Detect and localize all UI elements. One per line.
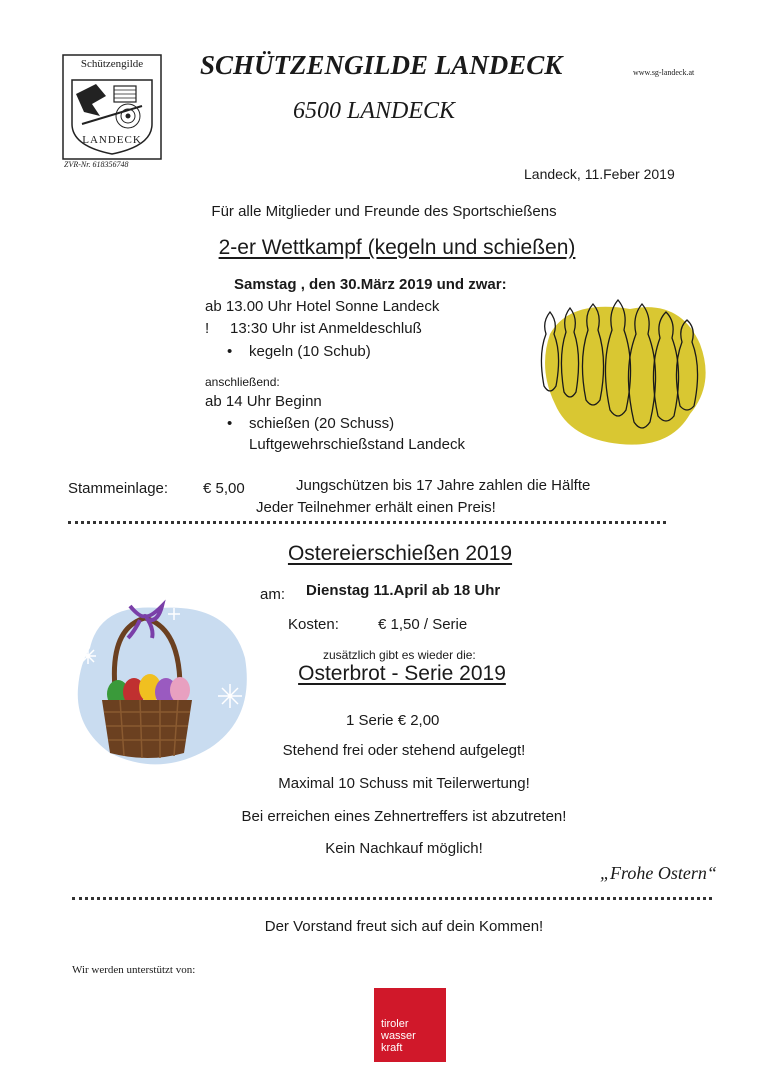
event1-title: 2-er Wettkampf (kegeln und schießen): [218, 236, 576, 259]
bowling-pins-illustration: [530, 294, 720, 454]
cost-value: € 1,50 / Serie: [378, 616, 468, 633]
event1-line2-mark: !: [205, 320, 210, 337]
event1-line3: ab 14 Uhr Beginn: [205, 393, 322, 410]
board-note: Der Vorstand freut sich auf dein Kommen!: [264, 918, 544, 935]
logo-top-text: Schützengilde: [80, 58, 144, 70]
sponsor-logo-line-2: wasser: [381, 1030, 416, 1042]
bowling-pins-icon: [530, 294, 720, 454]
rule-1: Stehend frei oder stehend aufgelegt!: [282, 742, 526, 759]
event1-bullet-schiessen: • schießen (20 Schuss): [249, 415, 394, 432]
event2-am-value: Dienstag 11.April ab 18 Uhr: [306, 582, 501, 599]
youth-note: Jungschützen bis 17 Jahre zahlen die Hälfte: [296, 477, 591, 494]
event1-line2: 13:30 Uhr ist Anmeldeschluß: [230, 320, 422, 337]
divider-1: [68, 521, 666, 524]
serie-price: 1 Serie € 2,00: [346, 712, 440, 729]
event2-subtitle: Osterbrot - Serie 2019: [298, 662, 506, 685]
event1-intro: Für alle Mitglieder und Freunde des Sportschießens: [211, 203, 557, 220]
cost-label: Kosten:: [288, 616, 339, 633]
event2-am-label: am:: [260, 586, 286, 603]
event1-date: Samstag , den 30.März 2019 und zwar:: [234, 276, 507, 293]
sponsor-label: Wir werden unterstützt von:: [72, 964, 196, 976]
page-title: SCHÜTZENGILDE LANDECK: [200, 50, 563, 80]
fee-label: Stammeinlage:: [68, 480, 169, 497]
rule-4: Kein Nachkauf möglich!: [325, 840, 483, 857]
event1-after-label: anschließend:: [205, 375, 280, 389]
logo-bottom-text: LANDECK: [82, 134, 142, 146]
extra-line: zusätzlich gibt es wieder die:: [323, 648, 476, 662]
city-line: 6500 LANDECK: [293, 98, 456, 124]
prize-note: Jeder Teilnehmer erhält einen Preis!: [256, 499, 496, 516]
club-logo: [62, 54, 162, 160]
rule-2: Maximal 10 Schuss mit Teilerwertung!: [278, 775, 530, 792]
event1-bullet-kegeln: • kegeln (10 Schub): [249, 343, 371, 360]
divider-2: [72, 897, 712, 900]
sponsor-logo: [374, 988, 446, 1062]
website-link[interactable]: www.sg-landeck.at: [633, 68, 695, 77]
event1-bullet-sub: Luftgewehrschießstand Landeck: [249, 436, 465, 453]
rule-3: Bei erreichen eines Zehnertreffers ist abzutreten!: [241, 808, 567, 825]
sponsor-logo-line-1: tiroler: [381, 1018, 409, 1030]
sponsor-logo-line-3: kraft: [381, 1042, 403, 1054]
easter-greeting: „Frohe Ostern“: [600, 863, 717, 883]
event1-line1: ab 13.00 Uhr Hotel Sonne Landeck: [205, 298, 440, 315]
event2-title: Ostereierschießen 2019: [287, 542, 513, 565]
fee-value: € 5,00: [203, 480, 245, 497]
zvr-number: ZVR-Nr. 618356748: [64, 160, 129, 169]
date-line: Landeck, 11.Feber 2019: [524, 166, 675, 182]
